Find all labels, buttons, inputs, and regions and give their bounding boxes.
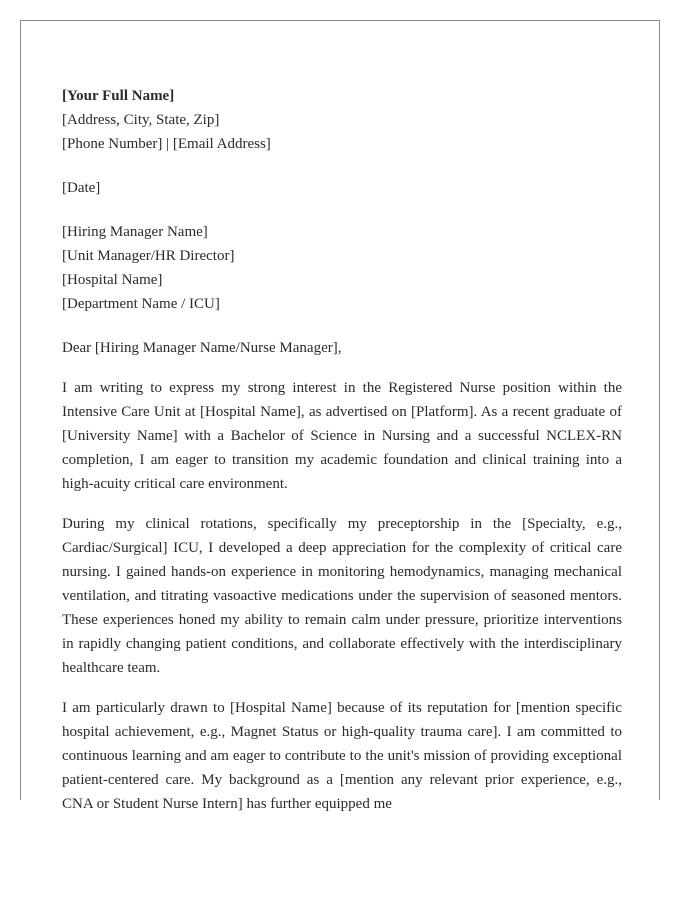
letter-page [20,20,660,812]
sender-contact: [Phone Number] | [Email Address] [62,136,271,152]
spacer [62,200,622,220]
spacer [62,360,622,376]
letter-body [62,84,622,832]
recipient-title: [Unit Manager/HR Director] [62,248,235,264]
sender-name: [Your Full Name] [62,88,175,104]
recipient-name: [Hiring Manager Name] [62,224,208,240]
salutation: Dear [Hiring Manager Name/Nurse Manager], [62,340,342,356]
paragraph-intro: I am writing to express my strong interest in the Registered Nurse position within the Intensive Care Unit at [Hospital Name], as advertised on [Platform]. As a recent graduate of [University Name] with a Bachelor of Science in Nursing and a successful NCLEX-RN completion, I am eager to transition my academic foundation and clinical training into a high-acuity critical care environment. [62,380,622,492]
spacer [62,156,622,176]
letter-date: [Date] [62,180,101,196]
paragraph-motivation: I am particularly drawn to [Hospital Name] because of its reputation for [mention specific hospital achievement, e.g., Magnet Status or high-quality trauma care]. I am committed to continuous learning and am eager to contribute to the unit's mission of providing exceptional patient-centered care. My background as a [mention any relevant prior experience, e.g., CNA or Student Nurse Intern] has further equipped me [62,700,622,812]
sender-address: [Address, City, State, Zip] [62,112,220,128]
spacer [62,316,622,336]
paragraph-experience: During my clinical rotations, specifically my preceptorship in the [Specialty, e.g., Cardiac/Surgical] ICU, I developed a deep appreciation for the complexity of critical care nursing. I gained hands-on experience in monitoring hemodynamics, managing mechanical ventilation, and titrating vasoactive medications under the supervision of seasoned mentors. These experiences honed my ability to remain calm under pressure, prioritize interventions in rapidly changing patient conditions, and collaborate effectively with the interdisciplinary healthcare team. [62,516,622,676]
recipient-department: [Department Name / ICU] [62,296,220,312]
recipient-hospital: [Hospital Name] [62,272,163,288]
